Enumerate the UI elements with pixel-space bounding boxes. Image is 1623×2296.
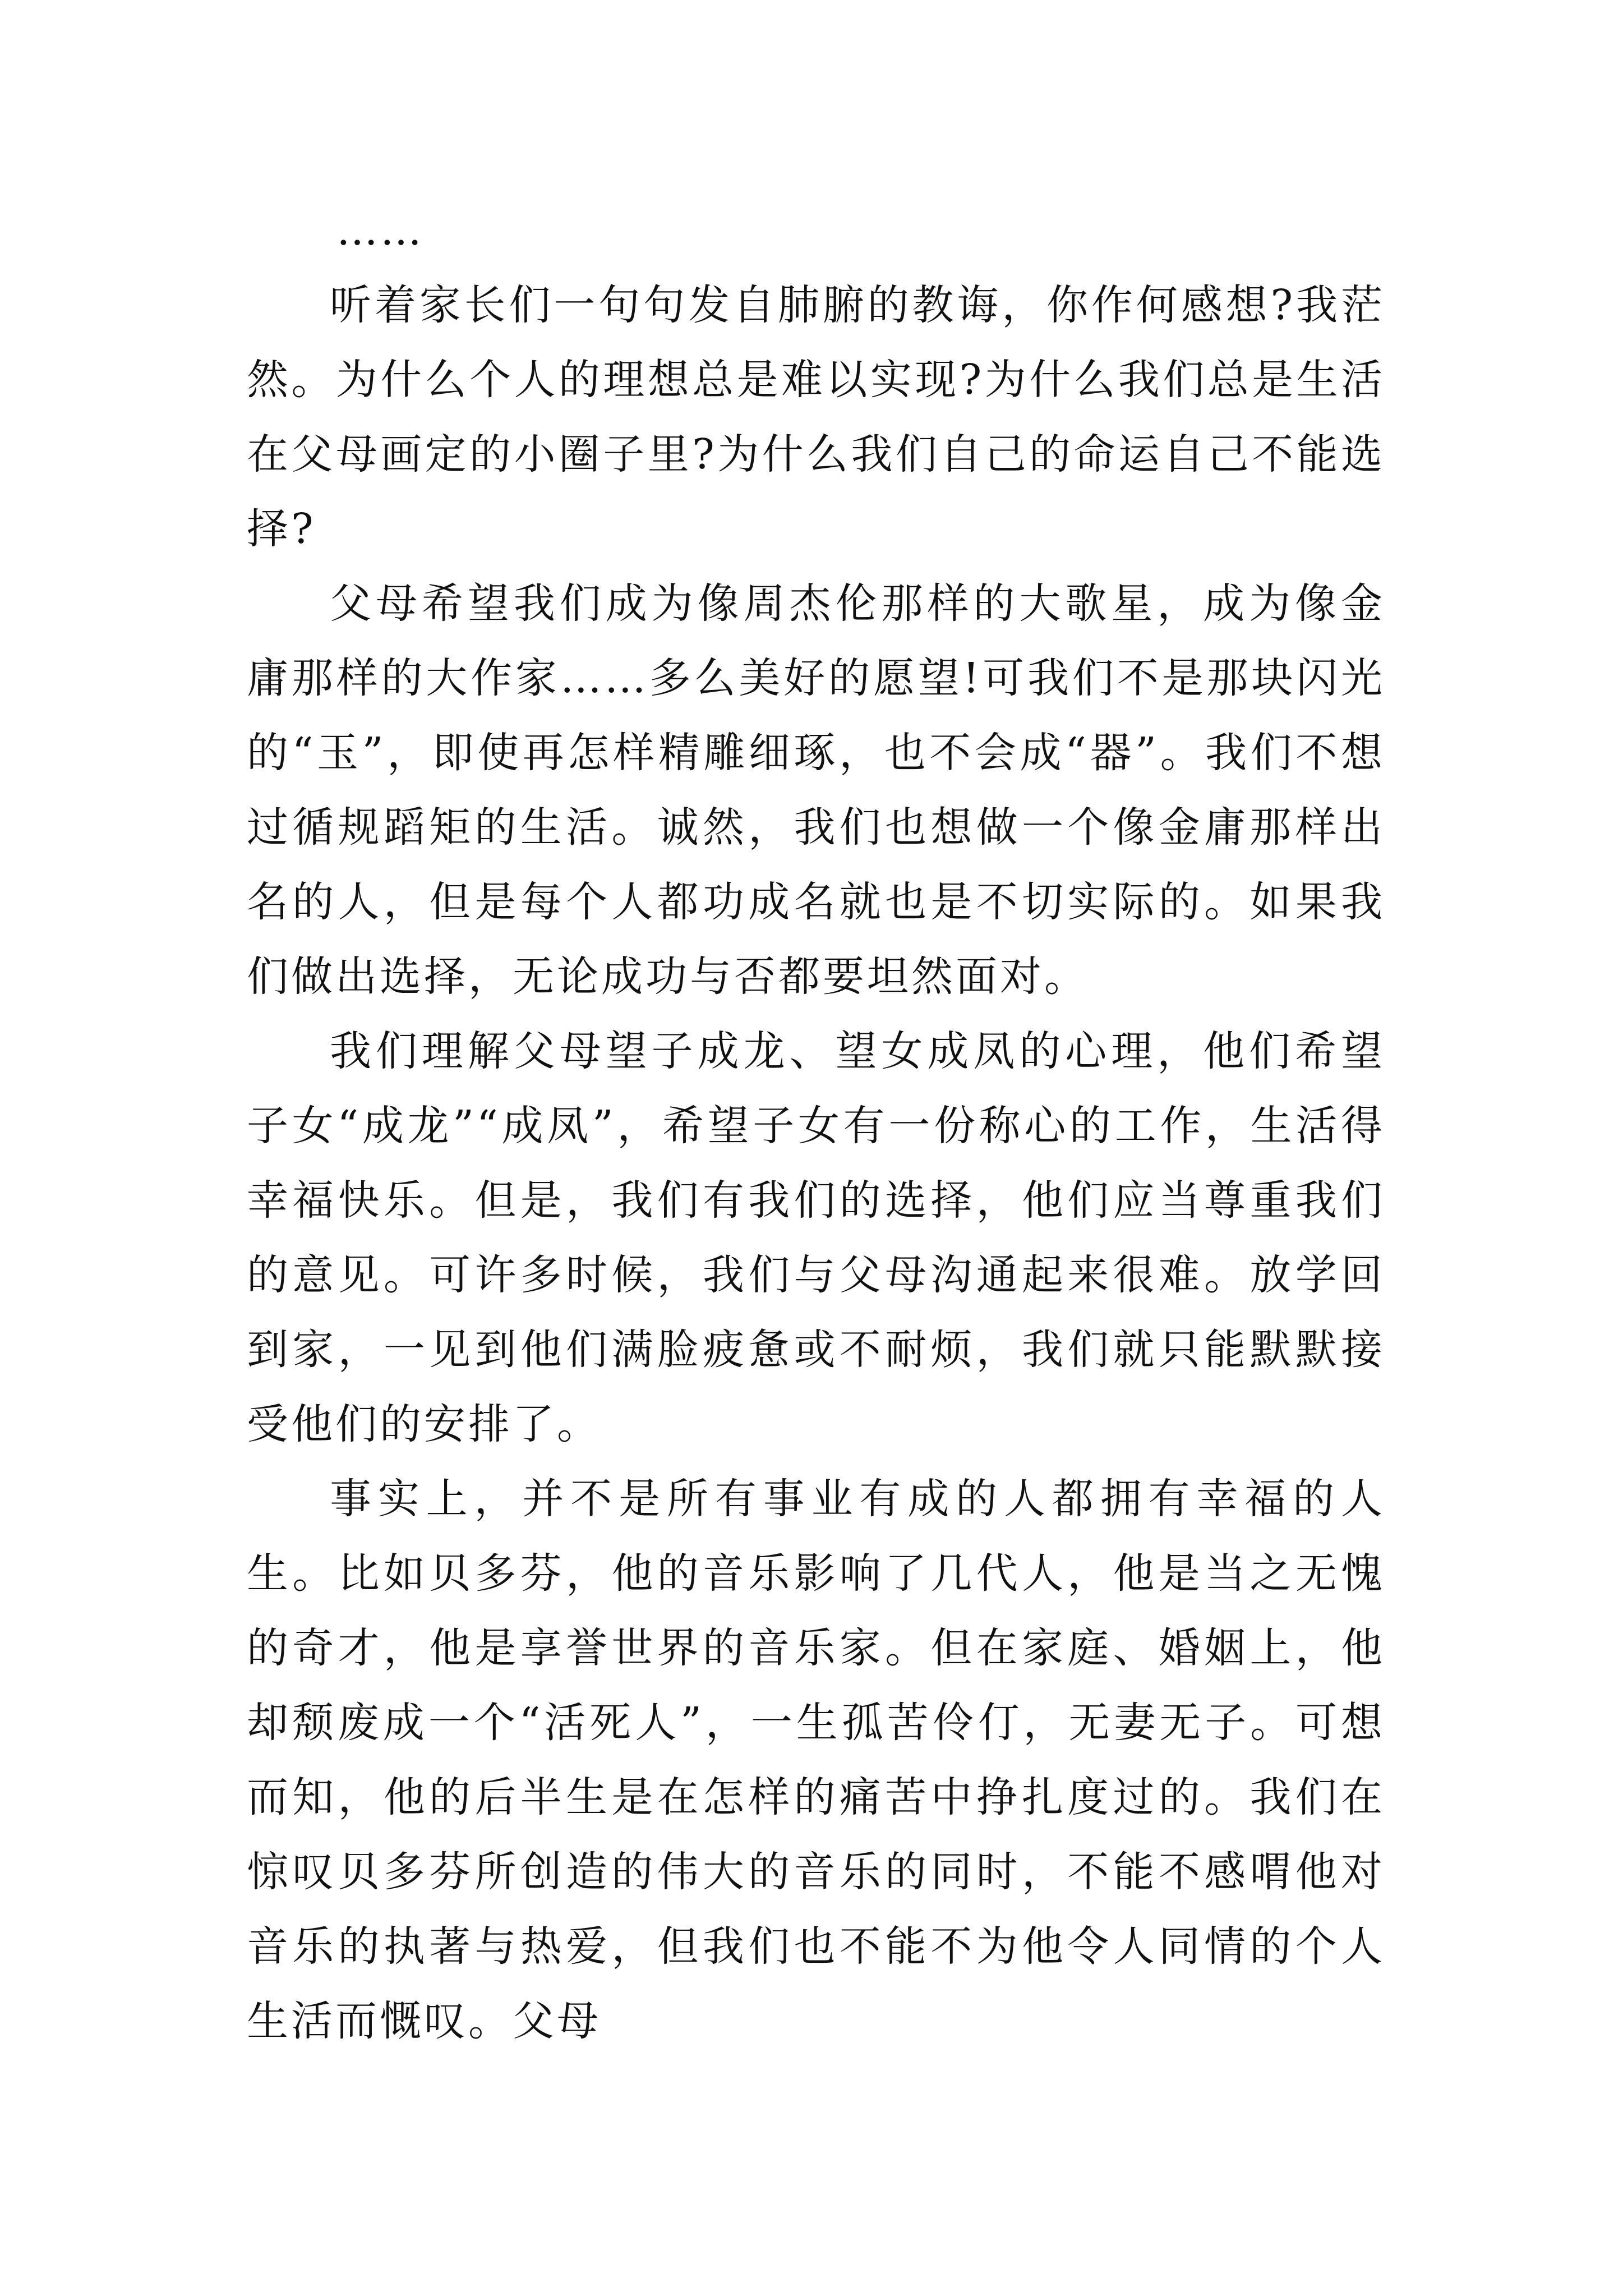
paragraph-3: 我们理解父母望子成龙、望女成凤的心理，他们希望子女“成龙”“成凤”，希望子女有一份称心的工作，生活得幸福快乐。但是，我们有我们的选择，他们应当尊重我们的意见。可许多时候，我们与父母沟通起来很难。放学回到家，一见到他们满脸疲惫或不耐烦，我们就只能默默接受他们的安排了。: [247, 1027, 1385, 1448]
ellipsis-line: ……: [336, 206, 424, 255]
paragraph-4: 事实上，并不是所有事业有成的人都拥有幸福的人生。比如贝多芬，他的音乐影响了几代人，他是当之无愧的奇才，他是享誉世界的音乐家。但在家庭、婚姻上，他却颓废成一个“活死人”，一生孤苦伶仃，无妻无子。可想而知，他的后半生是在怎样的痛苦中挣扎度过的。我们在惊叹贝多芬所创造的伟大的音乐的同时，不能不感喟他对音乐的执著与热爱，但我们也不能不为他令人同情的个人生活而慨叹。父母: [247, 1475, 1385, 2045]
paragraph-1: 听着家长们一句句发自肺腑的教诲，你作何感想?我茫然。为什么个人的理想总是难以实现?为什么我们总是生活在父母画定的小圈子里?为什么我们自己的命运自己不能选择?: [247, 281, 1385, 553]
body-text: [247, 194, 1385, 2059]
paragraph-2: 父母希望我们成为像周杰伦那样的大歌星，成为像金庸那样的大作家……多么美好的愿望!可我们不是那块闪光的“玉”，即使再怎样精雕细琢，也不会成“器”。我们不想过循规蹈矩的生活。诚然，我们也想做一个像金庸那样出名的人，但是每个人都功成名就也是不切实际的。如果我们做出选择，无论成功与否都要坦然面对。: [247, 579, 1385, 1001]
